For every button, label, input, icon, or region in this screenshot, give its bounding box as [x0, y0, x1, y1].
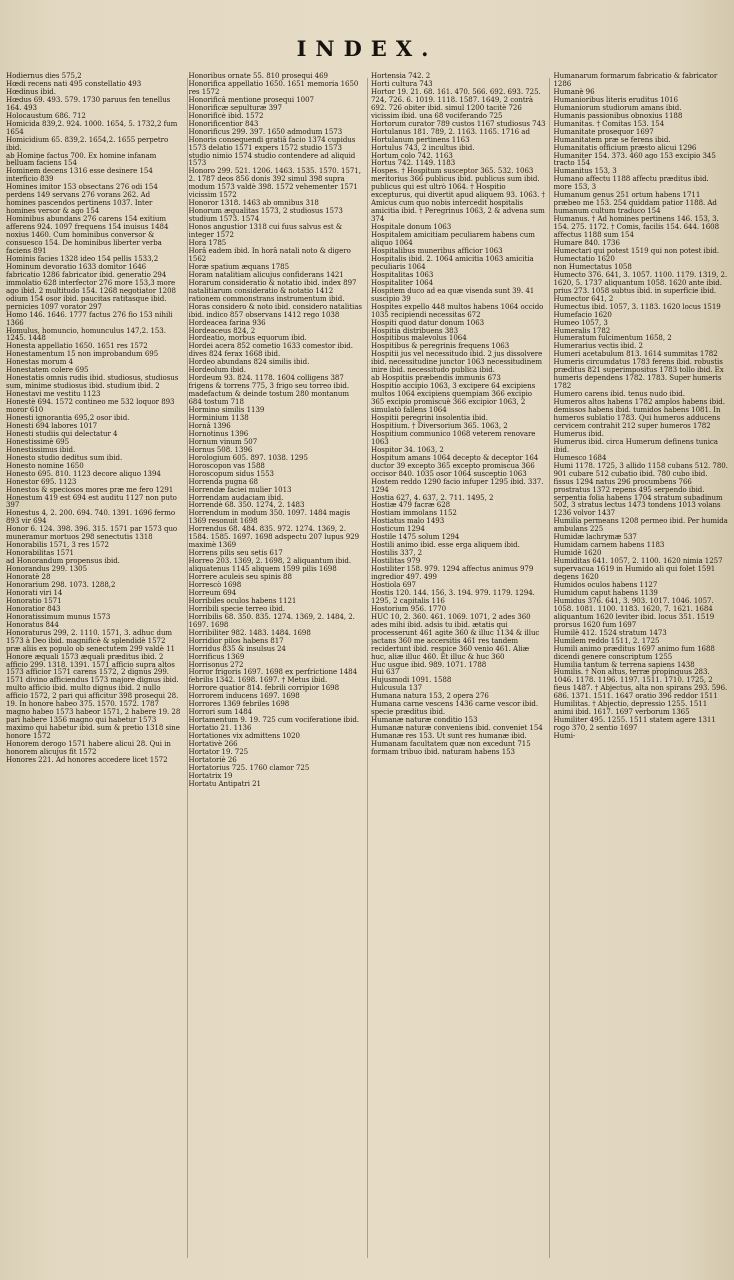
index-entry: Hortationes vix admittens 1020	[188, 731, 300, 741]
index-entry: Hospitalis ibid. 2. 1064 amicitia 1063 amicitia peculiaris 1064	[371, 253, 534, 271]
index-entry: Hostiatus malo 1493	[371, 516, 445, 526]
index-entry: Humano affectu 1188 affectu præditus ibid. more 153, 3	[553, 174, 709, 192]
index-entry: Honoratè 28	[6, 572, 51, 582]
index-entry: Humanioribus literis eruditus 1016	[553, 94, 678, 104]
index-entry: Hora 1785	[188, 238, 227, 248]
index-entry: Hormino similis 1139	[188, 405, 265, 415]
index-entry: Humanæ naturæ conveniens ibid. conveniet 154	[371, 723, 543, 733]
index-entry: Honestamentum 15 non improbandum 695	[6, 349, 159, 359]
index-entry: Hominum devoratio 1633 domitor 1646 fabricatio 1286 fabricator ibid. generatio 294 immolatio 628 interfector 276 more 153,3 more ago ibid. 2 multitudo 154. 1268 negotiator 1208 odium 154 osor ibid. paucitas ratitasque ibid. pernicies 1097 vorator 297	[6, 261, 176, 311]
index-entry: Humili animo præditus 1697 animo fum 1688 dicendi genere conscriptum 1255	[553, 643, 715, 661]
index-entry: Horâ eadem ibid. In horâ natali noto & digero 1562	[188, 245, 351, 263]
index-entry: Humilis. † Non altus, terræ propinquus 283. 1046. 1178. 1196. 1197. 1511. 1710. 1725, 2 fieus 1487. † Abjectus, alta non spirans 293. 596. 686. 1371. 1511. 1647 oratio 396 reddor 1511	[553, 667, 728, 701]
index-entry: Hospitium. † Diversorium 365. 1063, 2	[371, 420, 508, 430]
index-entry: Humana carne vescens 1436 carne vescor ibid. specie præditus ibid.	[371, 699, 539, 717]
index-entry: Hospitor 34. 1063, 2	[371, 444, 444, 454]
index-entry: Humeo 1057, 3	[553, 317, 608, 327]
index-entry: Humilem reddo 1511, 2. 1725	[553, 635, 660, 645]
index-entry: Humeratum fulcimentum 1658, 2	[553, 333, 672, 343]
index-entry: Hominibus abundans 276 carens 154 exitium afferens 924. 1097 frequens 154 inuisus 1484 noxius 1460. Cum hominibus conversor & consuesco 154. De hominibus liberter verba faciens 891	[6, 214, 169, 255]
index-entry: Horminium 1138	[188, 412, 249, 422]
index-entry: Honestor 695. 1123	[6, 476, 77, 486]
index-entry: Hortatio 21. 1136	[188, 723, 252, 733]
index-entry: Honestatem colere 695	[6, 365, 89, 375]
index-entry: Hosticum 1294	[371, 524, 425, 534]
index-entry: Humanæ res 153. Ut sunt res humanæ ibid.	[371, 731, 527, 741]
index-entry: Honorabilitas 1571	[6, 548, 74, 558]
index-entry: Homo 146. 1646. 1777 factus 276 fio 153 nihili 1366	[6, 309, 173, 327]
index-entry: Hospitii jus vel necessitudo ibid. 2 jus dissolvere ibid. necessitudine junctor 1063 necessitudinem inire ibid. necessitudo publica ibid.	[371, 349, 543, 375]
index-entry: Humanum genus 251 ortum habens 1711 præbeo me 153. 254 quiddam patior 1188. Ad humanum cultum traduco 154	[553, 190, 717, 216]
index-entry: Hortatorius 725. 1760 clamor 725	[188, 762, 310, 772]
index-entry: Hortor 19. 21. 68. 161. 470. 566. 692. 693. 725. 724, 726. 6. 1019. 1118. 1587. 1649, 2 contrà 692. 726 obiter ibid. simul 1200 tacitè 726 vicissim ibid. una 68 vociferando 725	[371, 86, 541, 120]
index-entry: Hostiam immolans 1152	[371, 508, 457, 518]
index-entry: Hospitalitas 1063	[371, 269, 434, 279]
index-entry: Humilia tantum & terrena sapiens 1438	[553, 659, 695, 669]
index-entry: Humanam facultatem quæ non excedunt 715 formam tribuo ibid. naturam habens 153	[371, 739, 531, 757]
index-entry: Humecto 376. 641, 3. 1057. 1100. 1179. 1319, 2. 1620, 5. 1737 aliquantum 1058. 1620 ante ibid. prius 273. 1058 subtus ibid. in superficie ibid.	[553, 269, 728, 295]
index-entry: Honoris consequendi gratiâ facio 1374 cupidus 1573 delatio 1571 expers 1572 studio 1573 studio nimio 1574 studio contendere ad aliquid 1573	[188, 134, 356, 168]
index-entry: Horarum consideratio & notatio ibid. index 897 natalitiarum consideratio & notatio 1412 rationem commonstrans instrumentum ibid.	[188, 277, 357, 303]
index-entry: Humerus ibid.	[553, 428, 604, 438]
index-entry: Horas considero & noto ibid. considero natalitias ibid. indico 857 observans 1412 rego 1038	[188, 301, 362, 319]
index-entry: Hortator 19. 725	[188, 747, 249, 757]
index-entry: Hortulanus 181. 789, 2. 1163. 1165. 1716 ad Hortulanum pertinens 1163	[371, 126, 530, 144]
index-entry: Horridus 835 & insulsus 24	[188, 643, 286, 653]
index-entry: Horribiles oculos habens 1121	[188, 595, 297, 605]
index-entry: Hornum vinum 507	[188, 436, 258, 446]
index-entry: Hospitum amans 1064 decepto & deceptor 164 ductor 39 excepto 365 excepto promiscua 366 occisor 840. 1035 osor 1064 susceptio 1063	[371, 452, 539, 478]
index-entry: Hortamentum 9. 19. 725 cum vociferatione ibid.	[188, 715, 360, 725]
index-entry: Humeralis 1782	[553, 325, 611, 335]
index-entry: Hordeatio, morbus equorum ibid.	[188, 333, 307, 343]
index-entry: Humiliter 495. 1255. 1511 statem agere 1311 rogo 370, 2 sentio 1697	[553, 715, 716, 733]
index-entry: Hostiæ 479 facræ 628	[371, 500, 451, 510]
index-entry: Honorati viri 14	[6, 587, 63, 597]
index-entry: Humanè 96	[553, 86, 595, 96]
index-entry: Hostilitas 979	[371, 556, 421, 566]
index-entry: Humidos oculos habens 1127	[553, 580, 658, 589]
index-entry: Honorem derogo 1571 habere alicui 28. Qui in honorem alicujus fit 1572	[6, 739, 171, 757]
index-entry: Honestos & speciosos mores præ me fero 1291	[6, 484, 174, 494]
index-entry: Hospitium communico 1068 veterem renovare 1063	[371, 428, 536, 446]
index-entry: Horrendus 68. 484. 835. 972. 1274. 1369, 2. 1584. 1585. 1697. 1698 adspectu 207 lupus 929 maximè 1369	[188, 524, 360, 550]
index-entry: Hortorum curator 789 custos 1167 studiosus 743	[371, 118, 546, 128]
index-entry: Hospitaliter 1064	[371, 277, 434, 287]
index-entry: Hospitii peregrini insolentia ibid.	[371, 412, 488, 422]
index-entry: Humidus 376. 641, 3. 903. 1017. 1046. 1057. 1058. 1081. 1100. 1183. 1620, 7. 1621. 1684 aliquantum 1620 leviter ibid. locus 351. 1519 prorsus 1620 fum 1697	[553, 595, 715, 629]
index-column-2	[189, 72, 364, 1272]
index-entry: Humeris circumdatus 1783 ferens ibid. robustis præditus 821 superimpositus 1783 tollo ibid. Ex humeris dependens 1782. 1783. Super humeris 1782	[553, 357, 724, 391]
index-entry: Humanitus 153, 3	[553, 166, 617, 176]
index-entry: Humidam carnem habens 1183	[553, 540, 665, 550]
index-entry: Hortulus 743, 2 incultus ibid.	[371, 142, 475, 152]
index-entry: Huc usque ibid. 989. 1071. 1788	[371, 659, 487, 669]
index-entry: Hospitia distribuens 383	[371, 325, 458, 335]
index-entry: Horrescò 1698	[188, 580, 242, 589]
index-entry: Honorificæ sepulturæ 397	[188, 102, 282, 112]
index-entry: Horrisonus 272	[188, 659, 244, 669]
index-entry: Horoscopon vas 1588	[188, 460, 265, 470]
index-entry: Humilia permeans 1208 permeo ibid. Per humida ambulans 225	[553, 516, 728, 534]
index-entry: Hospitibus malevolus 1064	[371, 333, 467, 343]
index-entry: Horrendæ faciei mulier 1013	[188, 484, 292, 494]
index-column-4	[554, 72, 729, 1272]
index-entry: HUC 10, 2. 360. 461. 1069. 1071, 2 ades 360 ades mihi ibid. adsis tu ibid. ætatis qui processerunt 461 agite 360 & illuc 1134 & illuc jactans 360 me accersitis 461 res tandem recidertunt ibid. respice 360 venio 461. Aliæ huc, aliæ illuc 460. Et illuc & huc 360	[371, 611, 540, 661]
index-entry: Hostia 627, 4. 637, 2. 711. 1495, 2	[371, 492, 494, 502]
index-entry: Honesta appellatio 1650. 1651 res 1572	[6, 341, 148, 351]
index-entry: Horrificus 1369	[188, 651, 245, 661]
index-entry: Holocaustum 686. 712	[6, 110, 86, 120]
index-entry: Honestus 4, 2. 200. 694. 740. 1391. 1696 fermo 893 vir 694	[6, 508, 176, 526]
index-entry: Hospitem duco ad ea quæ visenda sunt 39. 41 suscipio 39	[371, 285, 535, 303]
index-entry: Humanitate prosequor 1697	[553, 126, 654, 136]
index-entry: Hostorium 956. 1770	[371, 603, 447, 613]
index-entry: Honorum æqualitas 1573, 2 studiosus 1573 studium 1573. 1574	[188, 206, 343, 224]
index-entry: Hordeolum ibid.	[188, 365, 246, 375]
index-entry: Hostiliter 158. 979. 1294 affectus animus 979 ingredior 497. 499	[371, 564, 534, 582]
index-entry: Honores 221. Ad honores accedere licet 1572	[6, 754, 168, 764]
index-entry: Humanitatem præ se ferens ibid.	[553, 134, 671, 144]
index-entry: Hominem decens 1316 esse desinere 154 interficio 839	[6, 166, 153, 184]
index-entry: Honorificè ibid. 1572	[188, 110, 264, 120]
index-entry: Horribili specie terreo ibid.	[188, 603, 286, 613]
index-entry: Hordeo abundans 824 similis ibid.	[188, 357, 310, 367]
index-entry: ad Honorandum propensus ibid.	[6, 556, 120, 566]
index-entry: Honorificâ mentione prosequi 1007	[188, 94, 314, 104]
index-entry: Humanitatis officium præsto alicui 1296	[553, 142, 697, 152]
index-entry: Humerus ibid. circa Humerum definens tunica ibid.	[553, 436, 718, 454]
index-entry: Honorifica appellatio 1650. 1651 memoria 1650 res 1572	[188, 78, 359, 96]
index-entry: Humanus. † Ad homines pertinens 146. 153, 3. 154. 275. 1172. † Comis, facilis 154. 644. 1608 affectus 1188 sum 154	[553, 214, 720, 240]
index-entry: non Humectatus 1058	[553, 261, 632, 271]
index-entry: Honos angustior 1318 cui fuus salvus est & integer 1572	[188, 222, 343, 240]
index-entry: Horrendè 68. 350. 1274, 2. 1483	[188, 500, 305, 510]
index-entry: Honorarium 298. 1073. 1288,2	[6, 580, 116, 589]
index-entry: Hospiti quod datur donum 1063	[371, 317, 485, 327]
index-entry: Humeros altos habens 1782 amplos habens ibid. demissos habens ibid. tumidos habens 1081. In humeros sublatio 1783. Qui humeros adducens cervicem contrahit 212 super humeros 1782	[553, 397, 725, 430]
index-entry: Horrore quatior 814. febrili corripior 1698	[188, 683, 340, 693]
index-entry: Honoratissimum munus 1573	[6, 611, 111, 621]
index-entry: Honor 6. 124. 398. 396. 315. 1571 par 1573 quo muneramur mortuos 298 senectutis 1318	[6, 524, 178, 542]
index-entry: Honorandus 299. 1305	[6, 564, 88, 574]
index-entry: Homicidium 65. 839,2. 1654,2. 1655 perpetro ibid.	[6, 134, 169, 152]
index-entry: Horti cultura 743	[371, 78, 433, 88]
index-entry: Hordeum 93. 824. 1178. 1604 colligens 387 frigens & torrens 775, 3 frigo seu torreo ibid. madefactum & deinde tostum 280 montanum 684 tostum 718	[188, 373, 350, 407]
index-entry: Hospitalibus muneribus afficior 1063	[371, 245, 503, 255]
index-entry: Hœdi recens nati 495 constellatio 493	[6, 78, 142, 88]
index-entry: Honorificentior 843	[188, 118, 259, 128]
index-entry: Hostili animo ibid. esse erga aliquem ibid.	[371, 540, 520, 550]
index-entry: Horrens pilis seu setis 617	[188, 548, 283, 558]
index-entry: Hospitibus & peregrinis frequens 1063	[371, 341, 510, 351]
index-entry: Honestè 694. 1572 contineo me 532 loquor 893 moror 610	[6, 397, 175, 415]
index-entry: Hœdinus ibid.	[6, 86, 56, 96]
index-entry: Honoribus ornate 55. 810 prosequi 469	[188, 72, 328, 80]
index-entry: Horrendum in modum 350. 1097. 1484 magis 1369 resonuit 1698	[188, 508, 351, 526]
index-entry: Horrere aculeis seu spinis 88	[188, 572, 292, 582]
index-entry: Honestissimus ibid.	[6, 444, 76, 454]
index-entry: Honoror 1318. 1463 ab omnibus 318	[188, 198, 319, 208]
index-entry: Humi-	[553, 731, 576, 741]
index-columns	[6, 72, 728, 1272]
index-entry: Horreum 694	[188, 587, 237, 597]
index-entry: Honesti studiis qui delectatur 4	[6, 428, 118, 438]
index-entry: Homines imitor 153 obsectans 276 odi 154 perdens 149 servans 276 vorans 262. Ad homines pascendos pertinens 1037. Inter homines versor & ago 154	[6, 182, 158, 216]
index-entry: Humilè 412. 1524 stratum 1473	[553, 627, 667, 637]
index-entry: Honesti ignorantia 695,2 osor ibid.	[6, 412, 130, 422]
index-entry: Horrorem inducens 1697. 1698	[188, 691, 300, 701]
index-entry: Honore æquali 1573 æquali præditus ibid. 2 afficio 299. 1318. 1391. 1571 afficio supra altos 1573 afficior 1571 carens 1572, 2 dignus 299. 1571 divino afficiendus 1573 majore dignus ibid. multo afficio ibid. multo dignus ibid. 2 nullo afficio 1572, 2 pari qui afficitur 398 prosequi 28. 19. In honore habeo 375. 1570. 1572. 1787 magno habeo 1573 habeor 1571, 2 habere 19. 28 pari habere 1356 magno qui habetur 1573 maximo qui habetur ibid. sum & pretio 1318 sine honore 1572	[6, 651, 181, 741]
index-entry: Hordei acera 852 cometio 1633 comestor ibid. dives 824 ferax 1668 ibid.	[188, 341, 353, 359]
index-entry: Humidum caput habens 1139	[553, 587, 658, 597]
index-entry: Honestum 419 est 694 est auditu 1127 non puto 397	[6, 492, 177, 510]
index-entry: Humectatio 1620	[553, 253, 615, 263]
index-entry: Humesco 1684	[553, 452, 607, 462]
index-entry: Humectari qui potest 1519 qui non potest ibid.	[553, 245, 720, 255]
index-entry: ab Hospitiis præbendis immunis 673	[371, 373, 501, 383]
index-entry: Humidè 1620	[553, 548, 602, 558]
page-title: INDEX.	[296, 36, 438, 61]
index-entry: Horrenda pugna 68	[188, 476, 258, 486]
index-entry: Hortus 742. 1149. 1183	[371, 158, 456, 168]
index-entry: Hostilis 337, 2	[371, 548, 423, 558]
index-entry: Hortensia 742. 2	[371, 72, 431, 80]
index-entry: Humero carens ibid. tenus nudo ibid.	[553, 389, 685, 399]
index-entry: Horribiliter 982. 1483. 1484. 1698	[188, 627, 311, 637]
index-entry: Honorabilis 1571, 3 res 1572	[6, 540, 109, 550]
index-entry: Humefacio 1620	[553, 309, 612, 319]
page-header	[0, 0, 734, 70]
index-entry: Humector 641, 2	[553, 293, 614, 303]
index-entry: Hœdus 69. 493. 579. 1730 paruus fen tenellus 164. 493	[6, 94, 171, 112]
index-entry: Humanis passionibus obnoxius 1188	[553, 110, 683, 120]
index-entry: Honesto 695. 810. 1123 decore aliquo 1394	[6, 468, 161, 478]
index-entry: Hulcusula 137	[371, 683, 423, 693]
index-entry: Humaniter 154. 373. 460 ago 153 excipio 345 tracto 154	[553, 150, 716, 168]
index-entry: Hornâ 1396	[188, 420, 231, 430]
index-entry: Humaniorum studiorum amans ibid.	[553, 102, 682, 112]
index-entry: Hostile 1475 solum 1294	[371, 532, 460, 542]
index-column-1	[6, 72, 181, 1272]
index-entry: Hospes. † Hospitum susceptor 365. 532. 1063 meritorius 366 publicus ibid. publicus sum ibid. publicus qui est ultrò 1064. † Hospitio excepturus, qui divertit apud aliquem 93. 1063. † Amicus cum quo nobis intercedit hospitalis amicitia ibid. † Peregrinus 1063, 2 & advena sum 374	[371, 166, 545, 224]
index-entry: Honesto studio deditus sum ibid.	[6, 452, 123, 462]
index-entry: Hujusmodi 1091. 1588	[371, 675, 452, 685]
index-entry: Humilitas. † Abjectio, depressio 1255. 1511 animi ibid. 1617. 1697 verborum 1365	[553, 699, 708, 717]
index-entry: Honoro 299. 521. 1206. 1463. 1535. 1570. 1571, 2. 1787 deos 856 donis 392 simul 398 supra modum 1573 valdè 398. 1572 vehementer 1571 vicissim 1572	[188, 166, 361, 200]
index-entry: Humidæ lachrymæ 537	[553, 532, 637, 542]
index-column-3	[371, 72, 546, 1272]
index-entry: Hospitio accipio 1063, 3 excipere 64 excipiens multos 1064 excipiens quempiam 366 excipio 365 excipio promiscuè 366 excipior 1063, 2 simulatò fallens 1064	[371, 381, 536, 415]
index-entry: Humi 1178. 1725, 3 allido 1158 cubans 512. 780. 901 cubare 512 cubatio ibid. 780 cubo ibid. fissus 1294 natus 296 procumbens 766 prostratus 1372 repens 495 serpendo ibid. serpentia folia habens 1704 stratum subadinum 502, 3 stratus lectus 1473 tondens 1013 volans 1236 volvor 1437	[553, 460, 728, 518]
index-entry: Hostem reddo 1290 facio infuper 1295 ibid. 337. 1294	[371, 476, 544, 494]
index-entry: Honestas morum 4	[6, 357, 74, 367]
index-entry: Hortatu Antipatri 21	[188, 778, 261, 788]
index-entry: Honoratio 1571	[6, 595, 62, 605]
index-entry: Hostiola 697	[371, 580, 416, 589]
index-entry: Honesti 694 labores 1017	[6, 420, 98, 430]
index-entry: Horrori sum 1484	[188, 707, 252, 717]
index-entry: Hortativè 266	[188, 739, 238, 749]
index-entry: Horologium 605. 897. 1038. 1295	[188, 452, 308, 462]
index-entry: Honestatis omnis rudis ibid. studiosus, studiosus sum, minime studiosus ibid. studium ibid. 2	[6, 373, 179, 391]
index-entry: Hortatoriè 26	[188, 754, 237, 764]
index-entry: Homicida 839,2. 924. 1000. 1654, 5. 1732,2 fum 1654	[6, 118, 178, 136]
index-entry: Honoratus 844	[6, 619, 59, 629]
index-entry: Hui 637	[371, 667, 400, 677]
index-entry: Honestavi me vestitu 1123	[6, 389, 101, 399]
index-entry: Hornus 508. 1396	[188, 444, 253, 454]
index-entry: Hortum colo 742. 1163	[371, 150, 453, 160]
index-entry: Humectus ibid. 1057, 3. 1183. 1620 locus 1519	[553, 301, 721, 311]
index-entry: Humanarum formarum fabricatio & fabricator 1286	[553, 72, 718, 88]
index-entry: Horrendam audaciam ibid.	[188, 492, 284, 502]
index-entry: Honesto nomine 1650	[6, 460, 84, 470]
index-entry: Honorificus 299. 397. 1650 admodum 1573	[188, 126, 343, 136]
index-entry: ab Homine factus 700. Ex homine infanam belluam faciens 154	[6, 150, 157, 168]
index-entry: Hodiernus dies 575,2	[6, 72, 82, 80]
index-entry: Hominis facies 1328 ideo 154 pellis 1533,2	[6, 253, 159, 263]
index-entry: Humeri acetabulum 813. 1614 summitas 1782	[553, 349, 718, 359]
index-entry: Humiditas 641. 1057, 2. 1100. 1620 nimia 1257 supervacua 1619 in Humido ali qui folet 1591 degens 1620	[553, 556, 723, 582]
index-entry: Horrores 1369 febriles 1698	[188, 699, 290, 709]
index-entry: Hostis 120. 144. 156, 3. 194. 979. 1179. 1294. 1295, 2 capitalis 116	[371, 587, 535, 605]
index-entry: Horror frigoris 1697. 1698 ex perfrictione 1484 febrilis 1342. 1698. 1697. † Metus ibid.	[188, 667, 357, 685]
index-entry: Honoratior 843	[6, 603, 61, 613]
index-entry: Hornotinus 1396	[188, 428, 249, 438]
index-entry: Humanitas. † Comitas 153. 154	[553, 118, 665, 128]
index-entry: Horreo 203. 1369, 2. 1698, 2 aliquantum ibid. aliquatenus 1145 aliquem 1599 pilis 1698	[188, 556, 352, 574]
index-entry: Humana natura 153, 2 opera 276	[371, 691, 489, 701]
index-entry: Horoscopum sidus 1553	[188, 468, 274, 478]
index-entry: Honestissimè 695	[6, 436, 70, 446]
index-entry: Humanæ naturæ conditio 153	[371, 715, 478, 725]
index-entry: Hospites expello 448 multos habens 1064 occido 1035 recipiendi necessitas 672	[371, 301, 544, 319]
index-entry: Horam natalitiam alicujus confiderans 1421	[188, 269, 344, 279]
index-entry: Hordeaceus 824, 2	[188, 325, 256, 335]
index-entry: Hospitalem amicitiam peculiarem habens cum aliquo 1064	[371, 230, 535, 248]
index-entry: Honoraturus 299, 2. 1110. 1571, 3. adhuc dum 1573 à Deo ibid. magnificè & splendidè 1572 præ aliis ex populo ob senectutem 299 valdè 11	[6, 627, 175, 653]
index-entry: Horæ spatium æquans 1785	[188, 261, 289, 271]
index-entry: Hospitale donum 1063	[371, 222, 452, 232]
index-entry: Hordeacea farina 936	[188, 317, 266, 327]
index-entry: Hortatrix 19	[188, 770, 233, 780]
index-entry: Humare 840. 1736	[553, 238, 620, 248]
index-entry: Horribilis 68. 350. 835. 1274. 1369, 2. 1484, 2. 1697. 1698	[188, 611, 355, 629]
index-entry: Horridior pilos habens 817	[188, 635, 284, 645]
index-entry: Homulus, homuncio, homunculus 147,2. 153. 1245. 1448	[6, 325, 166, 343]
index-entry: Humerarius vectis ibid. 2	[553, 341, 643, 351]
